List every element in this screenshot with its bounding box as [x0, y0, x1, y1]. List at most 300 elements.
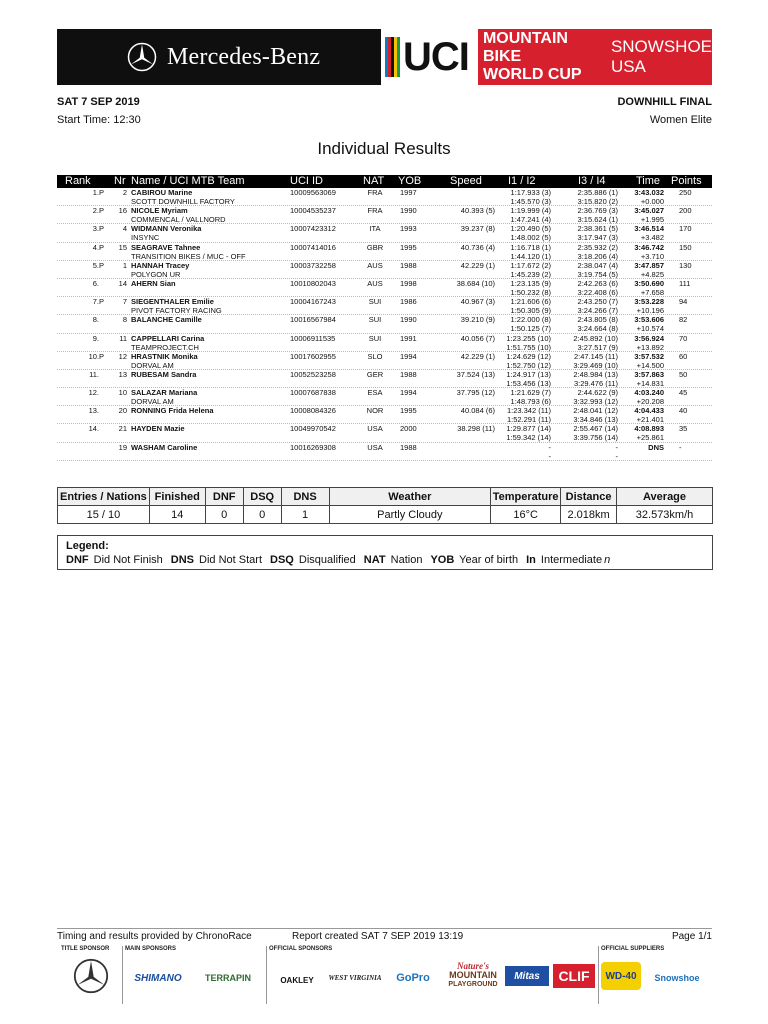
cell-i3: 2:55.467 (14): [573, 424, 618, 434]
cell-nat: USA: [367, 442, 383, 452]
cell-i1: 1:16.718 (1): [510, 242, 551, 252]
col-time: Time: [636, 175, 661, 187]
cell-gap: +3.482: [640, 233, 664, 243]
cell-nr: 21: [118, 424, 127, 434]
legend: [57, 535, 713, 570]
cell-points: -: [679, 442, 682, 452]
cell-uci-id: 10007414016: [290, 242, 336, 252]
summary-header: Distance: [561, 488, 617, 506]
cell-uci-id: 10052523258: [290, 369, 336, 379]
cell-points: 94: [679, 297, 688, 307]
cell-i1: 1:17.672 (2): [510, 260, 551, 270]
cell-rank: 14.: [88, 424, 99, 434]
shimano-logo: SHIMANO: [134, 972, 182, 984]
cell-uci-id: 10010802043: [290, 278, 336, 288]
col-name: Name / UCI MTB Team: [131, 175, 245, 187]
mitas-logo: Mitas: [505, 966, 549, 986]
cell-i3: 2:48.984 (13): [573, 369, 618, 379]
cell-i2: 1:52.750 (12): [506, 360, 551, 370]
cell-nr: 11: [119, 333, 127, 343]
cell-yob: 1990: [400, 315, 417, 325]
cell-nat: NOR: [366, 406, 384, 416]
cell-i1: 1:19.999 (4): [510, 206, 551, 216]
cell-name: SALAZAR Mariana: [131, 388, 198, 398]
summary-header: Average: [617, 488, 713, 506]
cell-i3: 2:44.622 (9): [577, 388, 618, 398]
cell-gap: +13.892: [636, 342, 664, 352]
cell-i3: 2:38.047 (4): [577, 260, 618, 270]
summary-header: Finished: [149, 488, 205, 506]
oakley-logo: OAKLEY: [280, 975, 314, 985]
cell-gap: +0.000: [640, 197, 664, 206]
cell-yob: 1993: [400, 224, 417, 234]
footer: [57, 928, 712, 942]
natures-line-3: PLAYGROUND: [448, 980, 498, 988]
summary-header: Weather: [329, 488, 491, 506]
summary-header: DNS: [281, 488, 329, 506]
cell-time: 3:45.027: [634, 206, 664, 216]
summary-header: Temperature: [491, 488, 561, 506]
cell-tag: P: [99, 297, 105, 307]
cell-i2: -: [548, 451, 551, 461]
cell-yob: 1995: [400, 406, 417, 416]
cell-i2: 1:45.570 (3): [510, 197, 551, 206]
cell-i3: 2:43.250 (7): [577, 297, 618, 307]
cell-yob: 1988: [400, 369, 417, 379]
cell-nr: 13: [118, 369, 127, 379]
cell-nr: 19: [118, 442, 127, 452]
cell-tag: P: [99, 206, 105, 216]
cell-yob: 1998: [400, 278, 417, 288]
summary-value: 14: [149, 506, 205, 524]
cell-gap: +14.500: [636, 360, 664, 370]
col-rank: Rank: [65, 175, 91, 187]
table-row: [57, 261, 712, 279]
legend-abbr: NAT: [363, 554, 386, 566]
sponsor-strip: [57, 946, 712, 1006]
cell-i2: 1:50.232 (8): [510, 287, 551, 297]
gopro-logo: GoPro: [396, 972, 430, 984]
table-row: [57, 406, 712, 424]
cell-i1: 1:22.000 (8): [510, 315, 551, 325]
cell-yob: 1997: [400, 188, 417, 197]
cell-time: DNS: [648, 442, 664, 452]
cell-uci-id: 10006911535: [290, 333, 336, 343]
cell-i1: 1:21.606 (6): [510, 297, 551, 307]
cell-name: NICOLE Myriam: [131, 206, 188, 216]
cell-uci-id: 10016567984: [290, 315, 336, 325]
cell-i4: 3:32.993 (12): [573, 397, 618, 407]
cell-nat: USA: [367, 424, 383, 434]
cell-name: CAPPELLARI Carina: [131, 333, 205, 343]
cell-uci-id: 10017602955: [290, 351, 336, 361]
cell-i1: -: [548, 442, 551, 452]
cell-i3: 2:36.769 (3): [577, 206, 618, 216]
cell-nr: 2: [122, 188, 127, 197]
wc-line-2: WORLD CUP: [482, 66, 582, 83]
cell-points: 111: [679, 278, 691, 288]
cell-tag: P: [99, 242, 105, 252]
mercedes-benz-banner: [57, 29, 381, 85]
terrapin-logo: TERRAPIN: [204, 973, 251, 983]
cell-rank: 3.: [92, 224, 99, 234]
official-suppliers-label: OFFICIAL SUPPLIERS: [601, 946, 665, 952]
cell-i3: 2:38.361 (5): [577, 224, 618, 234]
results-table-body: [57, 188, 712, 461]
cell-yob: 1988: [400, 442, 417, 452]
page-title: Individual Results: [317, 139, 451, 158]
cell-time: 3:46.514: [634, 224, 664, 234]
cell-points: 150: [679, 242, 692, 252]
cell-i4: -: [615, 451, 618, 461]
table-row: [57, 388, 712, 406]
cell-rank: 13.: [88, 406, 99, 416]
cell-rank: 12.: [88, 388, 99, 398]
cell-team: DORVAL AM: [131, 397, 174, 407]
cell-points: 170: [679, 224, 692, 234]
cell-i4: 3:24.266 (7): [577, 306, 618, 316]
cell-gap: +7.658: [640, 287, 664, 297]
cell-time: 3:50.690: [634, 278, 664, 288]
cell-yob: 1991: [400, 333, 417, 343]
cell-i4: 3:15.624 (1): [577, 215, 618, 225]
summary-header: DSQ: [243, 488, 281, 506]
legend-suffix: n: [604, 554, 611, 566]
col-yob: YOB: [398, 175, 422, 187]
summary-value: 32.573km/h: [617, 506, 713, 524]
cell-team: SCOTT DOWNHILL FACTORY: [131, 197, 235, 206]
cell-i4: 3:39.756 (14): [573, 433, 618, 443]
cell-i3: 2:42.263 (6): [577, 278, 618, 288]
uci-rainbow-stripes: [385, 37, 400, 77]
cell-team: POLYGON UR: [131, 269, 181, 279]
event-name: DOWNHILL FINAL: [617, 96, 712, 108]
cell-i1: 1:24.629 (12): [506, 351, 551, 361]
cell-i2: 1:44.120 (1): [510, 251, 551, 261]
summary-value: 2.018km: [561, 506, 617, 524]
cell-speed: 40.393 (5): [460, 206, 495, 216]
cell-rank: 2.: [92, 206, 99, 216]
cell-i4: 3:29.469 (10): [573, 360, 618, 370]
cell-i4: 3:22.408 (6): [577, 287, 618, 297]
legend-items: [66, 554, 704, 566]
timing-credit: Timing and results provided by ChronoRace: [57, 931, 252, 942]
cell-nr: 4: [122, 224, 127, 234]
wc-line-1: MOUNTAIN BIKE: [482, 30, 568, 65]
cell-speed: 39.210 (9): [460, 315, 495, 325]
cell-i4: 3:19.754 (5): [577, 269, 618, 279]
cell-gap: +3.710: [640, 251, 664, 261]
cell-nr: 12: [118, 351, 127, 361]
cell-yob: 1994: [400, 351, 417, 361]
cell-i1: 1:29.877 (14): [506, 424, 551, 434]
cell-gap: +25.861: [636, 433, 664, 443]
cell-uci-id: 10007423312: [290, 224, 336, 234]
cell-yob: 1990: [400, 206, 417, 216]
cell-nat: SLO: [367, 351, 383, 361]
cell-nr: 15: [118, 242, 127, 252]
cell-i2: 1:52.291 (11): [506, 415, 551, 425]
main-sponsors-label: MAIN SPONSORS: [125, 946, 177, 952]
uci-logo: [381, 29, 478, 85]
cell-i4: 3:27.517 (9): [577, 342, 618, 352]
cell-yob: 1988: [400, 260, 417, 270]
cell-i3: 2:48.041 (12): [573, 406, 618, 416]
cell-gap: +20.208: [636, 397, 664, 407]
cell-rank: 5.: [92, 260, 99, 270]
cell-i3: 2:45.892 (10): [573, 333, 618, 343]
cell-time: 3:56.924: [634, 333, 664, 343]
cell-uci-id: 10007687838: [290, 388, 336, 398]
cell-i1: 1:23.135 (9): [510, 278, 551, 288]
col-points: Points: [671, 175, 702, 187]
table-row: [57, 224, 712, 242]
page-number: Page 1/1: [671, 931, 712, 942]
cell-i1: 1:17.933 (3): [510, 188, 551, 197]
natures-playground-logo: [445, 950, 501, 1000]
cell-nat: ITA: [369, 224, 381, 234]
cell-team: PIVOT FACTORY RACING: [131, 306, 222, 316]
cell-gap: +10.196: [636, 306, 664, 316]
report-created: Report created SAT 7 SEP 2019 13:19: [292, 931, 464, 942]
race-date: SAT 7 SEP 2019: [57, 96, 140, 108]
cell-nr: 16: [118, 206, 127, 216]
legend-title: Legend:: [66, 540, 109, 552]
mercedes-star-icon: [127, 42, 157, 72]
cell-time: 3:53.606: [634, 315, 664, 325]
cell-rank: 11.: [89, 369, 99, 379]
cell-nat: SUI: [368, 315, 382, 325]
col-speed: Speed: [450, 175, 482, 187]
west-virginia-logo: WEST VIRGINIA: [328, 974, 382, 982]
cell-points: 200: [679, 206, 692, 216]
legend-text: Did Not Start: [199, 554, 263, 566]
cell-speed: 42.229 (1): [460, 351, 495, 361]
table-row: [57, 279, 712, 297]
snowshoe-logo: Snowshoe: [654, 973, 700, 983]
cell-name: SEAGRAVE Tahnee: [131, 242, 201, 252]
title-sponsor-label: TITLE SPONSOR: [61, 946, 110, 952]
cell-name: SIEGENTHALER Emilie: [131, 297, 214, 307]
cell-name: HRASTNIK Monika: [131, 351, 198, 361]
cell-name: HANNAH Tracey: [131, 260, 190, 270]
legend-text: Did Not Finish: [93, 554, 163, 566]
cell-yob: 1995: [400, 242, 417, 252]
table-row: [57, 334, 712, 352]
cell-nat: FRA: [367, 188, 383, 197]
table-row: [57, 424, 712, 442]
wd40-logo: WD-40: [601, 962, 641, 990]
cell-time: 3:47.857: [634, 260, 664, 270]
cell-points: 40: [679, 406, 688, 416]
legend-text: Nation: [390, 554, 423, 566]
cell-speed: 37.795 (12): [456, 388, 495, 398]
cell-i1: 1:21.629 (7): [510, 388, 551, 398]
cell-name: RUBESAM Sandra: [131, 369, 197, 379]
cell-tag: P: [99, 351, 105, 361]
table-row: [57, 370, 712, 388]
summary-value: 0: [243, 506, 281, 524]
cell-speed: 37.524 (13): [456, 369, 495, 379]
cell-i4: 3:15.820 (2): [577, 197, 618, 206]
col-nat: NAT: [363, 175, 385, 187]
cell-rank: 1.: [92, 188, 99, 197]
legend-text: Disqualified: [298, 554, 356, 566]
cell-i2: 1:53.456 (13): [506, 378, 551, 388]
cell-i1: 1:23.255 (10): [506, 333, 551, 343]
cell-time: 4:08.893: [634, 424, 664, 434]
cell-speed: 40.056 (7): [460, 333, 495, 343]
summary-value: 1: [281, 506, 329, 524]
cell-time: 3:53.228: [634, 297, 664, 307]
cell-i2: 1:48.793 (6): [510, 397, 551, 407]
cell-time: 4:04.433: [634, 406, 664, 416]
cell-i2: 1:50.305 (9): [510, 306, 551, 316]
table-row: [57, 352, 712, 370]
uci-wordmark: UCI: [403, 35, 469, 79]
cell-nr: 8: [122, 315, 127, 325]
cell-nat: GBR: [366, 242, 384, 252]
table-row: [57, 188, 712, 206]
cell-points: 45: [679, 388, 688, 398]
cell-rank: 8.: [92, 315, 99, 325]
venue-line-2: USA: [610, 57, 646, 76]
cell-time: 3:57.863: [634, 369, 664, 379]
cell-uci-id: 10049970542: [290, 424, 336, 434]
cell-tag: P: [99, 188, 105, 197]
cell-points: 82: [679, 315, 688, 325]
cell-rank: 9.: [92, 333, 99, 343]
cell-i1: 1:24.917 (13): [506, 369, 551, 379]
summary-value: 15 / 10: [58, 506, 150, 524]
cell-i2: 1:50.125 (7): [510, 324, 551, 334]
cell-time: 4:03.240: [634, 388, 664, 398]
legend-abbr: YOB: [430, 554, 455, 566]
summary-header: DNF: [205, 488, 243, 506]
cell-gap: +4.825: [640, 269, 664, 279]
cell-nr: 14: [118, 278, 127, 288]
table-row: [57, 315, 712, 333]
cell-tag: P: [99, 224, 105, 234]
results-table-header: [57, 175, 712, 188]
cell-nr: 1: [122, 260, 127, 270]
cell-points: 50: [679, 369, 688, 379]
world-cup-banner: [478, 29, 712, 85]
category: Women Elite: [649, 114, 712, 126]
cell-nat: FRA: [367, 206, 383, 216]
cell-points: 250: [679, 188, 692, 197]
cell-gap: +1.995: [640, 215, 664, 225]
summary-value: 16°C: [491, 506, 561, 524]
cell-speed: 40.967 (3): [460, 297, 495, 307]
cell-team: DORVAL AM: [131, 360, 174, 370]
cell-nat: SUI: [368, 297, 382, 307]
venue-line-1: SNOWSHOE: [610, 37, 712, 56]
race-summary-table: [57, 487, 713, 524]
cell-name: AHERN Sian: [131, 278, 176, 288]
legend-abbr: In: [526, 554, 536, 566]
cell-i3: -: [615, 442, 618, 452]
table-row: [57, 243, 712, 261]
summary-value: Partly Cloudy: [329, 506, 491, 524]
cell-speed: 40.736 (4): [460, 242, 495, 252]
cell-i2: 1:45.239 (2): [510, 269, 551, 279]
summary-header: Entries / Nations: [58, 488, 150, 506]
official-sponsors-label: OFFICIAL SPONSORS: [269, 946, 333, 952]
cell-speed: 39.237 (8): [460, 224, 495, 234]
table-row: [57, 206, 712, 224]
col-nr: Nr: [114, 175, 126, 187]
cell-nr: 7: [122, 297, 127, 307]
cell-i1: 1:20.490 (5): [510, 224, 551, 234]
cell-rank: 6.: [92, 278, 99, 288]
cell-points: 35: [679, 424, 688, 434]
cell-rank: 7.: [92, 297, 99, 307]
cell-uci-id: 10004167243: [290, 297, 336, 307]
col-i3i4: I3 / I4: [578, 175, 606, 187]
cell-team: TRANSITION BIKES / MUC - OFF: [131, 251, 246, 261]
cell-rank: 10.: [88, 351, 99, 361]
cell-points: 130: [679, 260, 692, 270]
cell-name: CABIROU Marine: [131, 188, 193, 197]
mercedes-benz-brand: Mercedes-Benz: [167, 43, 321, 70]
cell-speed: 38.298 (11): [457, 424, 495, 434]
cell-speed: 42.229 (1): [460, 260, 495, 270]
cell-points: 60: [679, 351, 688, 361]
cell-i2: 1:59.342 (14): [506, 433, 551, 443]
start-time: Start Time: 12:30: [57, 114, 141, 126]
cell-i4: 3:34.846 (13): [573, 415, 618, 425]
cell-uci-id: 10004535237: [290, 206, 336, 216]
cell-speed: 38.684 (10): [456, 278, 495, 288]
legend-abbr: DNS: [170, 554, 194, 566]
cell-time: 3:57.532: [634, 351, 664, 361]
cell-i2: 1:51.755 (10): [506, 342, 551, 352]
table-row: [57, 297, 712, 315]
cell-points: 70: [679, 333, 688, 343]
cell-name: WIDMANN Veronika: [131, 224, 202, 234]
cell-time: 3:46.742: [634, 242, 664, 252]
cell-nr: 20: [118, 406, 127, 416]
mercedes-star-icon: [73, 958, 109, 994]
cell-yob: 1986: [400, 297, 417, 307]
cell-rank: 4.: [92, 242, 99, 252]
cell-nat: SUI: [368, 333, 382, 343]
legend-text: Year of birth: [459, 554, 519, 566]
cell-yob: 2000: [400, 424, 417, 434]
natures-line-2: MOUNTAIN: [449, 969, 497, 980]
cell-i4: 3:17.947 (3): [577, 233, 618, 243]
clif-logo: CLIF: [553, 964, 595, 988]
cell-name: WASHAM Caroline: [131, 442, 198, 452]
cell-i3: 2:47.145 (11): [573, 351, 618, 361]
legend-abbr: DNF: [66, 554, 89, 566]
summary-value: 0: [205, 506, 243, 524]
table-row: [57, 443, 712, 461]
cell-uci-id: 10008084326: [290, 406, 336, 416]
cell-i3: 2:35.886 (1): [577, 188, 618, 197]
cell-uci-id: 10009563069: [290, 188, 336, 197]
cell-team: COMMENCAL / VALLNORD: [131, 215, 226, 225]
legend-abbr: DSQ: [270, 554, 294, 566]
cell-tag: P: [99, 260, 105, 270]
cell-speed: 40.084 (6): [460, 406, 495, 416]
cell-i4: 3:29.476 (11): [573, 378, 618, 388]
cell-nat: AUS: [367, 278, 383, 288]
col-i1i2: I1 / I2: [508, 175, 536, 187]
cell-team: TEAMPROJECT.CH: [131, 342, 199, 352]
col-uci-id: UCI ID: [290, 175, 323, 187]
